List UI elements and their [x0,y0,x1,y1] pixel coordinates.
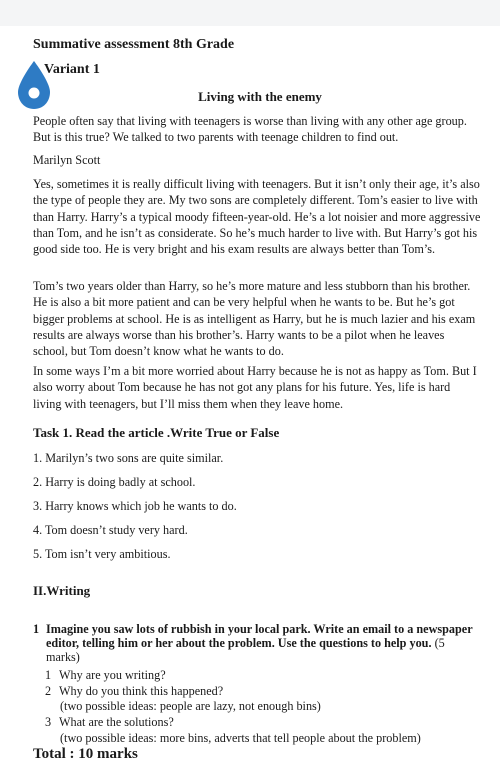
writing-question-text: Imagine you saw lots of rubbish in your local park. Write an email to a newspaper editor, telling him or her about the problem. Use the questions to help you. [46,622,473,650]
writing-question [33,622,478,664]
article-paragraph-3: In some ways I’m a bit more worried about Harry because he is not as happy as Tom. But I also worry about Tom because he has not got any plans for his future. Yes, life is hard living with teenagers, but I’ll miss them when they leave home. [33,364,477,411]
sub-question-2: 2 Why do you think this happened? [45,684,224,698]
task1-item-3: 3. Harry knows which job he wants to do. [33,499,237,513]
task1-heading: Task 1. Read the article .Write True or False [33,425,280,440]
task1-item-1: 1. Marilyn’s two sons are quite similar. [33,451,224,465]
writing-question-number: 1 [33,622,40,636]
task1-item-4: 4. Tom doesn’t study very hard. [33,523,188,537]
writing-heading: II.Writing [33,583,91,598]
variant-heading: Variant 1 [44,62,100,77]
task1-item-5: 5. Tom isn’t very ambitious. [33,547,171,561]
viewer-toolbar [0,0,500,27]
article-intro: People often say that living with teenagers is worse than living with any other age group. But is this true? We talked to two parents with teenage children to find out. [33,114,467,145]
article-title: Living with the enemy [198,89,322,104]
article-author: Marilyn Scott [33,153,101,167]
task1-item-2: 2. Harry is doing badly at school. [33,475,196,489]
writing-question-marks: (5 marks) [46,636,445,664]
article-paragraph-2: Tom’s two years older than Harry, so he’s more mature and less stubborn than his brother. He is also a bit more patient and can be very helpful when he wants to be. But he’s got bigger problems at school. He is as intelligent as Harry, but he is much lazier and his exam results are always worse than his brother’s. Harry wants to be a pilot when he leaves school, but Tom doesn’t know what he wants to do. [33,279,476,359]
sub-question-3-note: (two possible ideas: more bins, adverts that tell people about the problem) [60,731,421,745]
sub-question-2-note: (two possible ideas: people are lazy, not enough bins) [60,699,321,713]
sub-question-1: 1 Why are you writing? [45,668,166,682]
total-marks: Total : 10 marks [33,746,138,762]
article-paragraph-1: Yes, sometimes it is really difficult living with teenagers. But it isn’t only their age, it’s also the type of people they are. My two sons are completely different. Tom’s easier to live with than Harry. Harry’s a typical moody fifteen-year-old. He’s a lot noisier and more aggressive than Tom, and he isn’t as considerate. So he’s much harder to live with. But Harry’s got his good side too. He is very bright and his exam results are always better than Tom’s. [33,177,481,257]
sub-question-3: 3 What are the solutions? [45,715,174,729]
assessment-heading: Summative assessment 8th Grade [33,37,235,52]
